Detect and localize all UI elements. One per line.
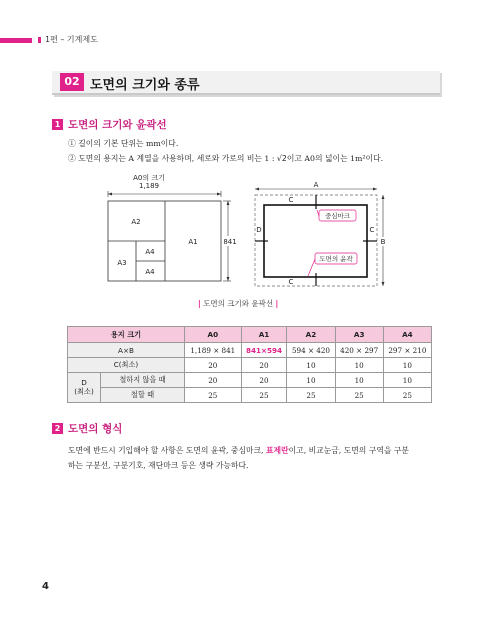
paragraph-line-1b: 이고, 비교눈금, 도면의 구역을 구분 [288,446,409,455]
paper-size-table [67,326,432,403]
table-cell: 420 × 297 [335,343,383,358]
table-cell: 20 [184,358,241,373]
label-center-mark: 중심마크 [324,212,351,220]
cell-a4-top: A4 [145,248,155,256]
table-header: A0 [184,327,241,343]
subheading-1-number: 1 [52,119,63,130]
table-header: A3 [335,327,383,343]
paragraph-line-1 [68,445,409,456]
figure-caption-text: 도면의 크기와 윤곽선 [203,299,274,308]
body-line-2 [68,153,383,164]
table-row [68,373,432,388]
table-cell: 25 [383,388,431,403]
dim-label-c-top: C [288,196,294,204]
subheading-2-number: 2 [52,423,63,434]
section-number: 02 [60,73,84,91]
sqrt-symbol: √2 [276,154,287,163]
row-label: C(최소) [68,358,185,373]
header-marker [38,37,41,43]
table-cell: 20 [241,373,287,388]
title-block-highlight: 표제란 [266,446,289,455]
table-cell: 25 [241,388,287,403]
dim-label-d: D [256,226,262,234]
subheading-1 [52,117,167,132]
table-cell: 25 [335,388,383,403]
running-header [38,34,98,45]
body-line-2a: ② 도면의 용지는 A 계열을 사용하며, 세로와 가로의 비는 1 : [68,154,277,163]
row-label: 철하지 않을 때 [101,373,185,388]
paragraph-line-2: 하는 구분선, 구분기호, 재단마크 등은 생략 가능하다. [68,461,249,470]
cell-a3: A3 [117,259,127,267]
table-header: A2 [287,327,335,343]
table-cell: 1,189 × 841 [184,343,241,358]
table-cell: 297 × 210 [383,343,431,358]
body-line-2b: 이고 A0의 넓이는 1m²이다. [286,154,384,163]
cell-a4-bottom: A4 [145,268,155,276]
table-cell: 25 [287,388,335,403]
figure-caption: | 도면의 크기와 윤곽선 | [198,299,279,308]
dim-label-a: A [313,181,319,189]
table-header: 용지 크기 [68,327,185,343]
dim-label-b: B [380,238,386,246]
a0-height-label: 841 [223,238,237,246]
table-row [68,343,432,358]
table-cell: 10 [287,358,335,373]
section-title: 도면의 크기와 종류 [90,78,200,93]
table-header: A4 [383,327,431,343]
subheading-1-title: 도면의 크기와 윤곽선 [68,119,167,131]
cell-a2: A2 [131,218,141,226]
body-line-1: ① 길이의 기본 단위는 mm이다. [68,139,179,148]
paper-size-figure [95,170,395,295]
dim-label-c-bottom: C [288,278,294,286]
row-group-label-min: (최소) [74,387,94,396]
table-cell: 20 [241,358,287,373]
row-group-label-d: D [81,378,87,387]
table-cell: 594 × 420 [287,343,335,358]
table-cell: 10 [383,358,431,373]
row-group-label [68,373,101,403]
table-cell: 10 [383,373,431,388]
label-outline: 도면의 윤곽 [319,255,353,263]
table-cell: 10 [287,373,335,388]
table-cell: 10 [335,358,383,373]
a0-width-label: 1,189 [138,182,160,190]
paragraph-line-1a: 도면에 반드시 기입해야 할 사항은 도면의 윤곽, 중심마크, [68,446,267,455]
table-header-row [68,327,432,343]
subheading-2-title: 도면의 형식 [68,423,123,435]
table-header: A1 [241,327,287,343]
row-label: 철할 때 [101,388,185,403]
table-cell: 10 [335,373,383,388]
dim-label-c-right: C [369,226,375,234]
table-row [68,358,432,373]
running-title: 1편 – 기계제도 [45,35,98,44]
subheading-2 [52,421,122,436]
table-cell: 20 [184,373,241,388]
a0-size-label: A0의 크기 [133,174,165,182]
header-accent-bar [0,38,32,43]
row-label: A×B [68,343,185,358]
table-cell: 25 [184,388,241,403]
cell-a1: A1 [188,238,198,246]
table-row [68,388,432,403]
table-cell: 841×594 [241,343,287,358]
page-number: 4 [42,581,49,592]
